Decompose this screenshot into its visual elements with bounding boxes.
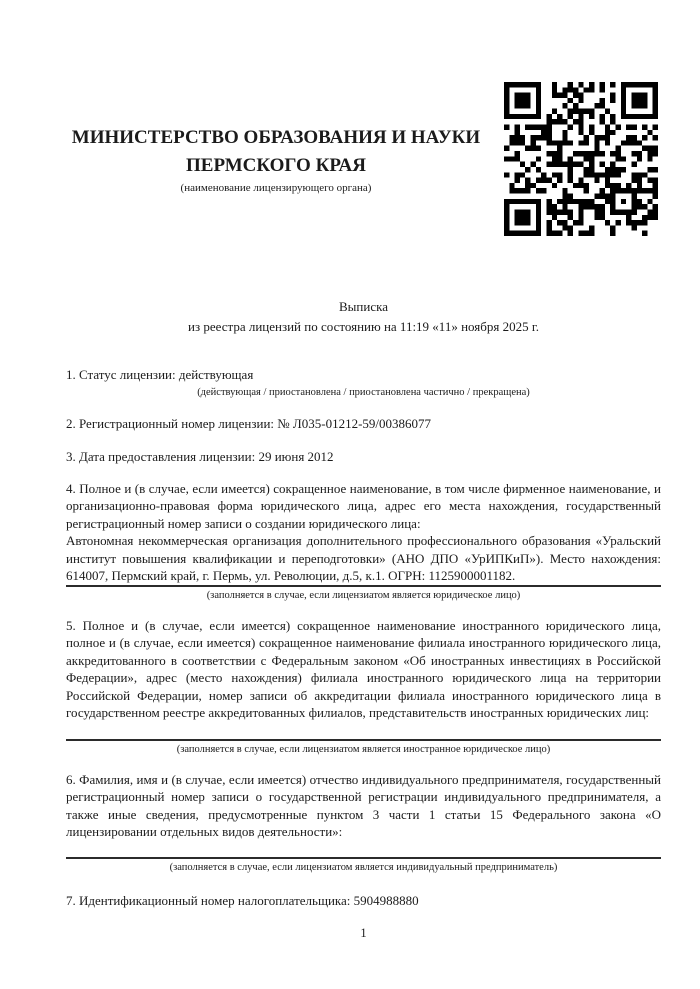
ministry-note: (наименование лицензирующего органа)	[180, 182, 372, 194]
license-date-label: 3. Дата предоставления лицензии:	[66, 449, 256, 464]
license-status-note: (действующая / приостановлена / приостановлена частично / прекращена)	[197, 386, 530, 398]
taxpayer-id-label: 7. Идентификационный номер налогоплательщика:	[66, 892, 351, 908]
foreign-entity-note: (заполняется в случае, если лицензиатом является иностранное юридическое лицо)	[176, 743, 551, 755]
taxpayer-id-value: 5904988880	[353, 892, 419, 908]
legal-entity-rule	[66, 585, 661, 587]
individual-entrepreneur-note: (заполняется в случае, если лицензиатом является индивидуальный предприниматель)	[169, 861, 558, 873]
legal-entity-value: Автономная некоммерческая организация дополнительного профессионального образования «Уральский институт повышения квалификации и переподготовки» (АНО ДПО «УрИПКиП»). Место нахождения: 614007, Пермский край, г. Пермь, ул. Революции, д.5, к.1. ОГРН: 1125900001182.	[66, 533, 661, 583]
foreign-entity-label: 5. Полное и (в случае, если имеется) сокращенное наименование иностранного юридического лица, полное и (в случае, если имеется) сокращенное наименование филиала иностранного юридического лица, аккредитованного в соответствии с Федеральным законом «Об иностранных инвестициях в Российской Федерации», адрес (место нахождения) филиала иностранного юридического лица на территории Российской Федерации, номер записи об аккредитации филиала иностранного юридического лица в государственном реестре аккредитованных филиалов, представительств иностранных юридических лиц:	[66, 617, 661, 720]
registration-number-value: № Л035-01212-59/00386077	[277, 415, 432, 431]
document-title	[66, 297, 661, 337]
document-title-line1: Выписка	[339, 299, 388, 314]
individual-entrepreneur-section	[66, 771, 661, 841]
registration-number-label: 2. Регистрационный номер лицензии:	[66, 415, 275, 431]
ministry-name-line1: МИНИСТЕРСТВО ОБРАЗОВАНИЯ И НАУКИ	[71, 127, 481, 148]
individual-entrepreneur-rule	[66, 857, 661, 859]
document-title-line2: из реестра лицензий по состоянию на 11:19 «11» ноября 2025 г.	[188, 319, 539, 334]
licensing-authority-header	[66, 124, 486, 195]
license-status-label: 1. Статус лицензии:	[66, 367, 176, 382]
license-status-line	[66, 366, 661, 384]
ministry-name	[66, 124, 486, 180]
legal-entity-note: (заполняется в случае, если лицензиатом является юридическое лицо)	[206, 589, 521, 601]
ministry-name-line2: ПЕРМСКОГО КРАЯ	[186, 155, 366, 176]
individual-entrepreneur-label: 6. Фамилия, имя и (в случае, если имеется) отчество индивидуального предпринимателя, государственный регистрационный номер записи о государственной регистрации индивидуального предпринимателя, а также иные сведения, предусмотренные пунктом 3 части 1 статьи 15 Федерального закона «О лицензировании отдельных видов деятельности»:	[66, 771, 661, 839]
foreign-entity-section	[66, 617, 661, 722]
license-status-value: действующая	[178, 367, 254, 382]
license-date-line	[66, 448, 661, 466]
qr-code	[504, 82, 658, 236]
legal-entity-label: 4. Полное и (в случае, если имеется) сокращенное наименование, в том числе фирменное наименование, и организационно-правовая форма юридического лица, адрес его места нахождения, государственный регистрационный номер записи о создании юридического лица:	[66, 480, 661, 531]
page-number: 1	[360, 926, 367, 940]
legal-entity-section	[66, 480, 661, 585]
taxpayer-id-line	[66, 892, 661, 910]
foreign-entity-rule	[66, 739, 661, 741]
registration-number-line	[66, 415, 661, 433]
license-date-value: 29 июня 2012	[258, 449, 334, 464]
